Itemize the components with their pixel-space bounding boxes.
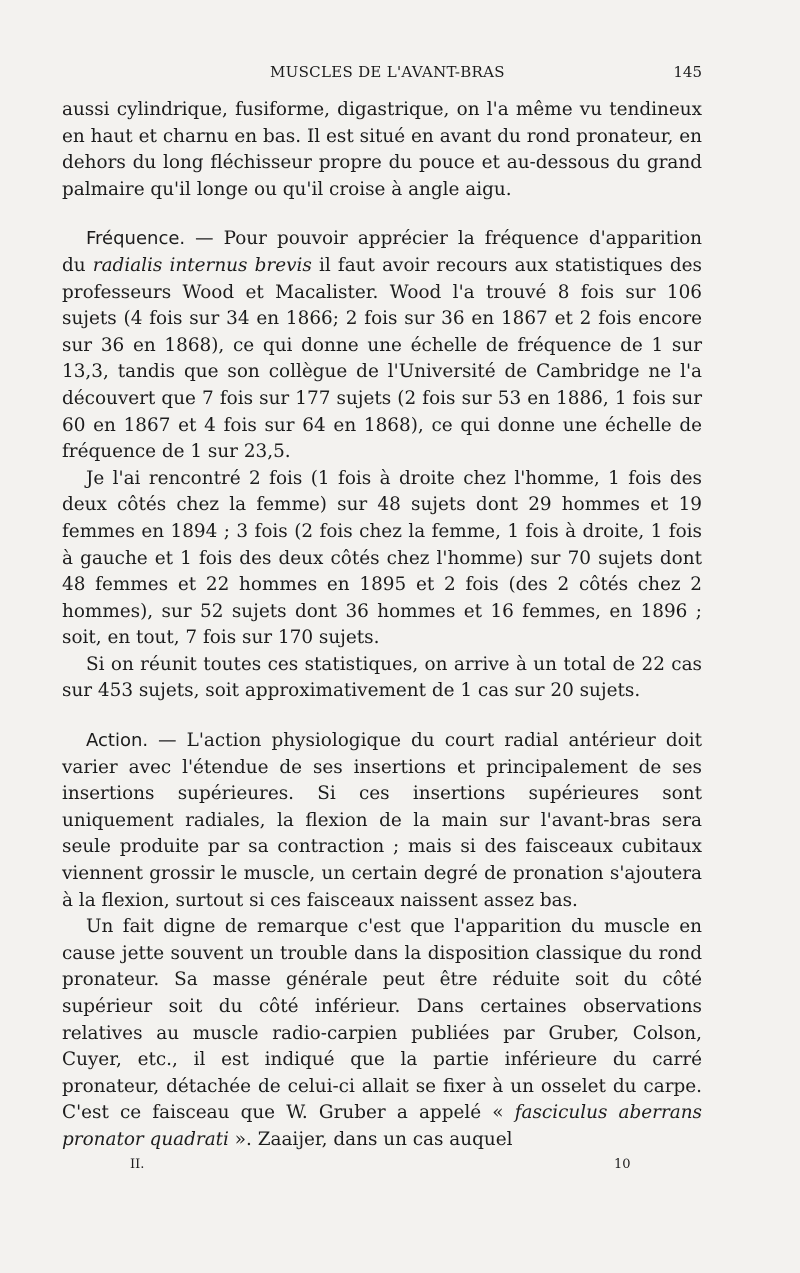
paragraph-text: ». Zaaijer, dans un cas auquel [228, 1128, 513, 1150]
signature-mark: 10 [614, 1157, 631, 1172]
section-heading-action: Action. [86, 730, 149, 752]
paragraph-text: — Pour pouvoir apprécier la fréquence d'apparition du [62, 228, 702, 276]
italic-term: radialis internus brevis [92, 254, 312, 276]
paragraph-continuation: aussi cylindrique, fusiforme, digastrique, on l'a même vu tendineux en haut et charnu en bas. Il est situé en avant du rond pronateur, en dehors du long fléchisseur propre du pouce et au-dessous du grand palmaire qu'il longe ou qu'il croise à angle aigu. [62, 99, 702, 200]
section-heading-frequence: Fréquence. [86, 228, 186, 250]
volume-number: II. [130, 1157, 145, 1172]
body-text [62, 97, 702, 1154]
page-footer [130, 1157, 640, 1179]
page-header [62, 63, 702, 87]
running-head: MUSCLES DE L'AVANT-BRAS [270, 63, 505, 81]
paragraph-text: — L'action physiologique du court radial antérieur doit varier avec l'étendue de ses insertions et principalement de ses insertions supérieures. Si ces insertions supérieures sont uniquement radiales, la flexion de la main sur l'avant-bras sera seule produite par sa contraction ; mais si des faisceaux cubitaux viennent grossir le muscle, un certain degré de pronation s'ajoutera à la flexion, surtout si ces faisceaux naissent assez bas. [62, 730, 702, 911]
paragraph-frequence [62, 226, 702, 465]
page-number: 145 [673, 63, 702, 81]
paragraph-text: Un fait digne de remarque c'est que l'apparition du muscle en cause jette souvent un trouble dans la disposition classique du rond pronateur. Sa masse générale peut être réduite soit du côté supérieur soit du côté inférieur. Dans certaines observations relatives au muscle radio-carpien publiées par Gruber, Colson, Cuyer, etc., il est indiqué que la partie inférieure du carré pronateur, détachée de celui-ci allait se fixer à un osselet du carpe. C'est ce faisceau que W. Gruber a appelé « [62, 916, 702, 1124]
paragraph-remark [62, 914, 702, 1153]
italic-term: fasciculus aberrans pronator quadrati [62, 1102, 702, 1150]
paragraph-total: Si on réunit toutes ces statistiques, on arrive à un total de 22 cas sur 453 sujets, soit approximativement de 1 cas sur 20 sujets. [62, 653, 702, 702]
paragraph-text: il faut avoir recours aux statistiques des professeurs Wood et Macalister. Wood l'a trouvé 8 fois sur 106 sujets (4 fois sur 34 en 1866; 2 fois sur 36 en 1867 et 2 fois encore sur 36 en 1868), ce qui donne une échelle de fréquence de 1 sur 13,3, tandis que son collègue de l'Université de Cambridge ne l'a découvert que 7 fois sur 177 sujets (2 fois sur 53 en 1886, 1 fois sur 60 en 1867 et 4 fois sur 64 en 1868), ce qui donne une échelle de fréquence de 1 sur 23,5. [62, 254, 702, 463]
paragraph-action [62, 728, 702, 914]
paragraph-personal-statistics: Je l'ai rencontré 2 fois (1 fois à droite chez l'homme, 1 fois des deux côtés chez la femme) sur 48 sujets dont 29 hommes et 19 femmes en 1894 ; 3 fois (2 fois chez la femme, 1 fois à droite, 1 fois à gauche et 1 fois des deux côtés chez l'homme) sur 70 sujets dont 48 femmes et 22 hommes en 1895 et 2 fois (des 2 côtés chez 2 hommes), sur 52 sujets dont 36 hommes et 16 femmes, en 1896 ; soit, en tout, 7 fois sur 170 sujets. [62, 467, 702, 649]
